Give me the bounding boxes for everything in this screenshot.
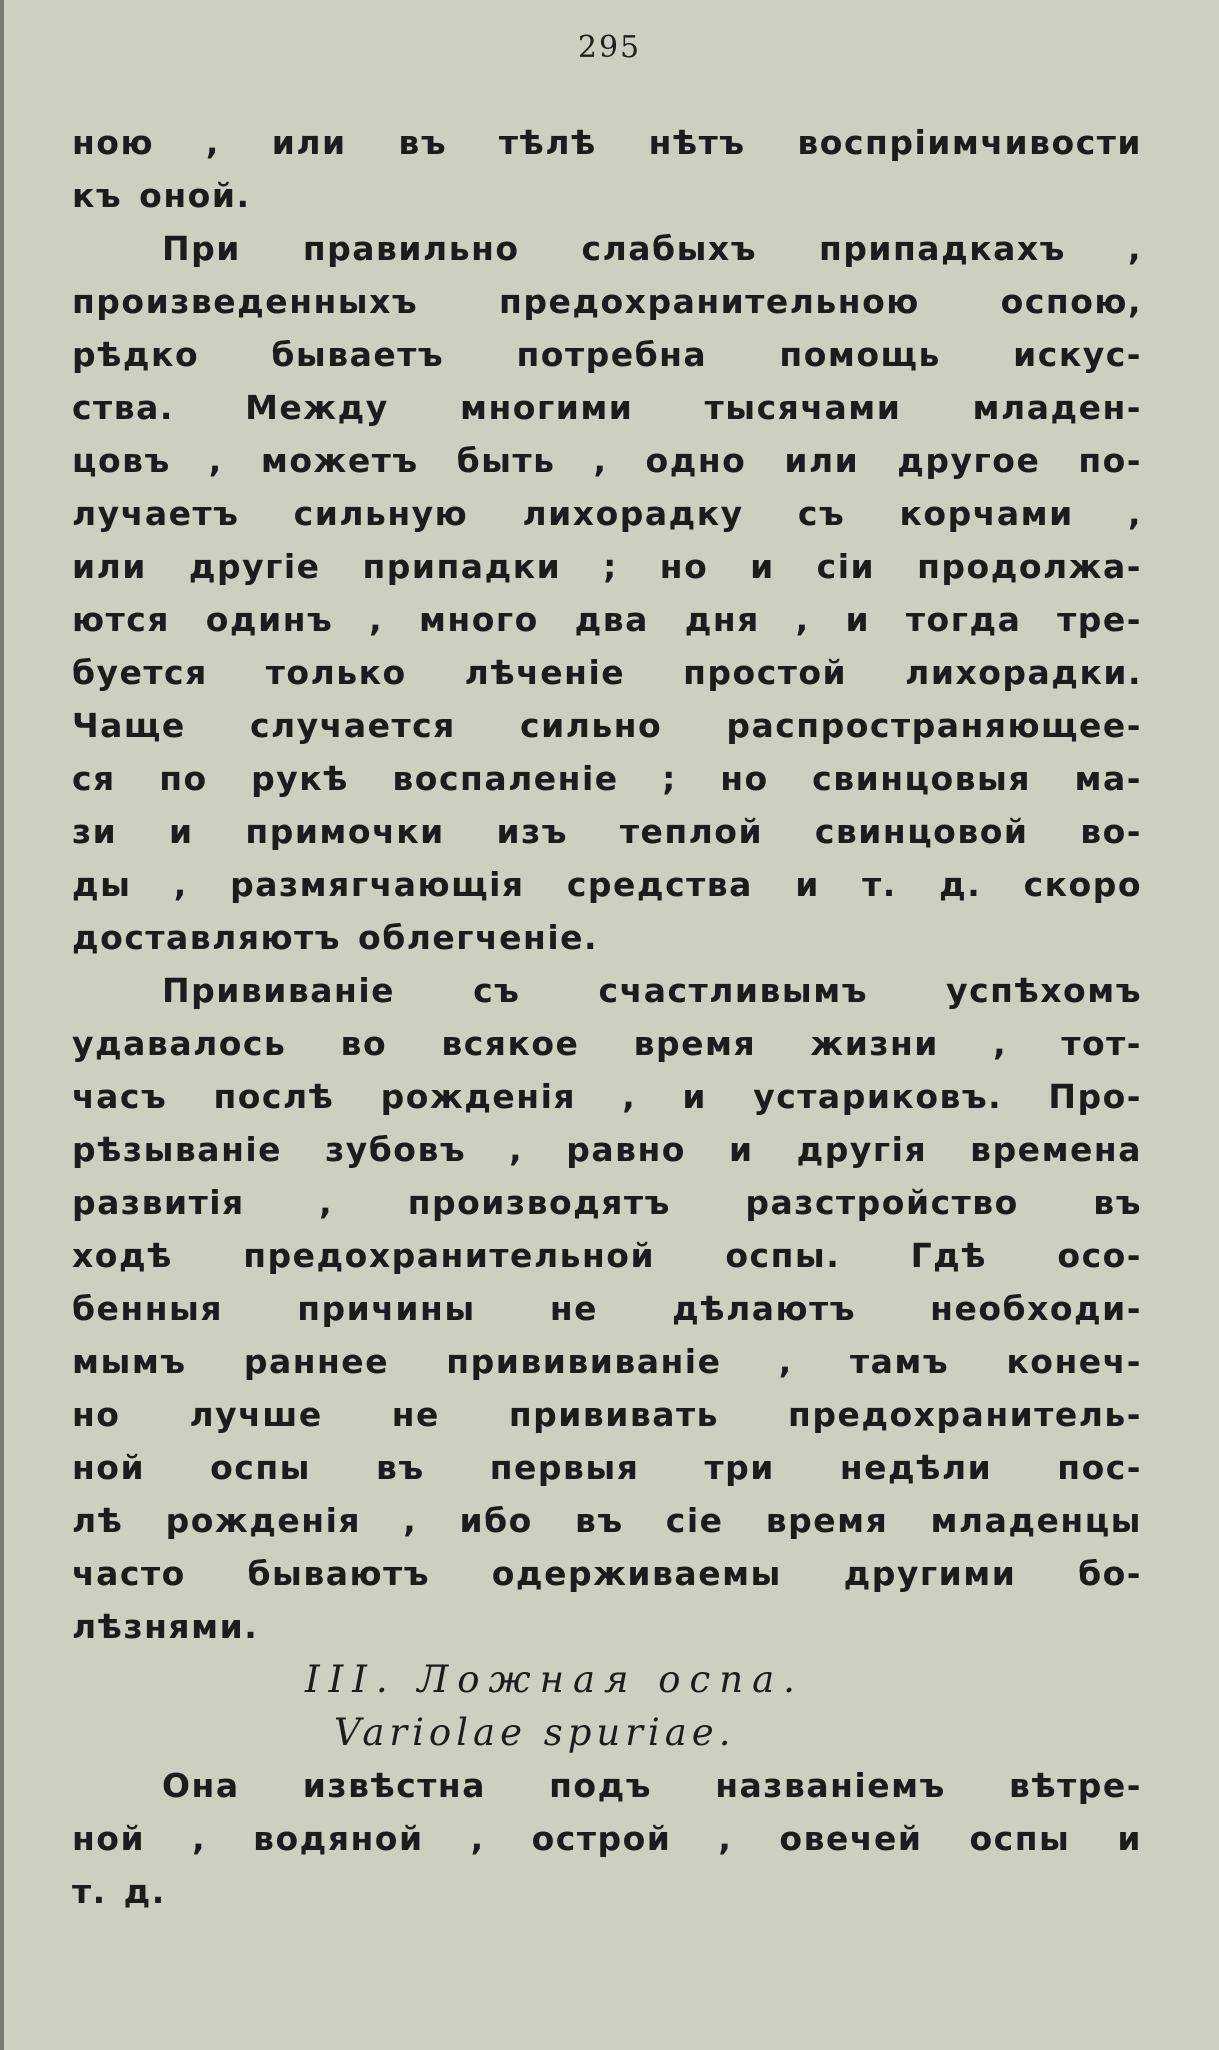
text-line: рѣзываніе зубовъ , равно и другія времена: [72, 1130, 1142, 1169]
text-line: буется только лѣченіе простой лихорадки.: [72, 653, 1142, 692]
text-line: часъ послѣ рожденія , и устариковъ. Про-: [72, 1077, 1142, 1116]
section-latin-title: Variolae spuriae.: [334, 1711, 736, 1754]
text-line: лѣ рожденія , ибо въ сіе время младенцы: [72, 1501, 1142, 1540]
page-number: 295: [577, 30, 642, 65]
text-line: развитія , производятъ разстройство въ: [72, 1183, 1142, 1222]
text-line: ются одинъ , много два дня , и тогда тре-: [72, 600, 1142, 639]
text-line: доставляютъ облегченіе.: [72, 918, 599, 957]
text-line: или другіе припадки ; но и сіи продолжа-: [72, 547, 1142, 586]
text-line: Прививаніе съ счастливымъ успѣхомъ: [162, 971, 1142, 1010]
text-line: Она извѣстна подъ названіемъ вѣтре-: [162, 1766, 1142, 1805]
text-line: бенныя причины не дѣлаютъ необходи-: [72, 1289, 1142, 1328]
text-line: рѣдко бываетъ потребна помощь искус-: [72, 335, 1142, 374]
text-line: удавалось во всякое время жизни , тот-: [72, 1024, 1142, 1063]
text-line: При правильно слабыхъ припадкахъ ,: [162, 229, 1142, 268]
page-binding-edge: [0, 0, 4, 2050]
text-line: ною , или въ тѣлѣ нѣтъ воспріимчивости: [72, 123, 1142, 162]
text-line: мымъ раннее привививаніе , тамъ конеч-: [72, 1342, 1142, 1381]
text-line: ходѣ предохранительной оспы. Гдѣ осо-: [72, 1236, 1142, 1275]
text-line: къ оной.: [72, 176, 251, 215]
text-line: но лучше не прививать предохранитель-: [72, 1395, 1142, 1434]
text-line: т. д.: [72, 1872, 166, 1911]
text-line: ства. Между многими тысячами младен-: [72, 388, 1142, 427]
page-body: [72, 116, 1142, 1918]
text-line: лучаетъ сильную лихорадку съ корчами ,: [72, 494, 1142, 533]
text-line: часто бываютъ одерживаемы другими бо-: [72, 1554, 1142, 1593]
text-line: ды , размягчающія средства и т. д. скоро: [72, 865, 1142, 904]
text-line: ной , водяной , острой , овечей оспы и: [72, 1819, 1142, 1858]
text-line: зи и примочки изъ теплой свинцовой во-: [72, 812, 1142, 851]
text-line: цовъ , можетъ быть , одно или другое по-: [72, 441, 1142, 480]
text-line: произведенныхъ предохранительною оспою,: [72, 282, 1142, 321]
text-line: ся по рукѣ воспаленіе ; но свинцовыя ма-: [72, 759, 1142, 798]
section-heading: III. Ложная оспа.: [305, 1658, 804, 1701]
text-line: Чаще случается сильно распространяющее-: [72, 706, 1142, 745]
text-line: лѣзнями.: [72, 1607, 259, 1646]
text-line: ной оспы въ первыя три недѣли пос-: [72, 1448, 1142, 1487]
